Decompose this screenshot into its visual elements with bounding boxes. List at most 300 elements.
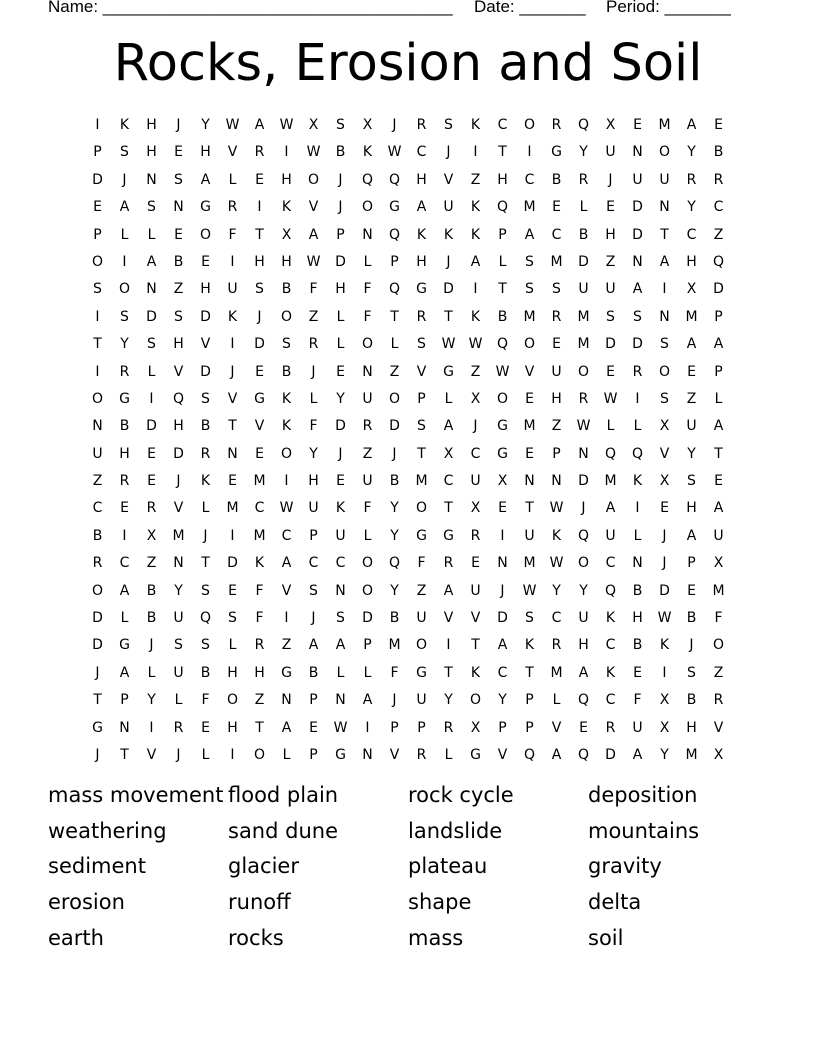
grid-letter[interactable]: V xyxy=(281,582,292,599)
grid-letter[interactable]: P xyxy=(498,226,507,243)
grid-letter[interactable]: V xyxy=(308,199,319,216)
grid-letter[interactable]: S xyxy=(606,308,615,325)
grid-letter[interactable]: J xyxy=(338,199,343,216)
grid-letter[interactable]: R xyxy=(713,692,724,709)
grid-letter[interactable]: S xyxy=(660,336,669,353)
grid-letter[interactable]: T xyxy=(525,664,534,681)
grid-letter[interactable]: G xyxy=(470,746,481,763)
grid-letter[interactable]: H xyxy=(254,253,265,270)
grid-letter[interactable]: L xyxy=(201,500,210,517)
grid-letter[interactable]: S xyxy=(525,610,534,627)
grid-letter[interactable]: M xyxy=(658,117,671,133)
grid-letter[interactable]: C xyxy=(281,527,292,544)
grid-letter[interactable]: P xyxy=(309,746,318,763)
grid-letter[interactable]: Q xyxy=(604,582,617,599)
grid-letter[interactable]: S xyxy=(147,336,156,353)
grid-letter[interactable]: N xyxy=(173,199,184,216)
grid-letter[interactable]: I xyxy=(95,117,100,133)
grid-letter[interactable]: K xyxy=(443,226,454,243)
grid-letter[interactable]: H xyxy=(308,473,319,490)
grid-letter[interactable]: N xyxy=(173,555,184,572)
grid-letter[interactable]: R xyxy=(713,171,724,188)
grid-letter[interactable]: L xyxy=(336,308,345,325)
grid-letter[interactable]: D xyxy=(335,253,346,270)
grid-letter[interactable]: F xyxy=(363,281,372,298)
grid-letter[interactable]: X xyxy=(659,692,670,709)
grid-letter[interactable]: E xyxy=(687,363,696,380)
grid-letter[interactable]: H xyxy=(416,253,427,270)
grid-letter[interactable]: X xyxy=(362,117,373,133)
grid-letter[interactable]: B xyxy=(551,171,562,188)
grid-letter[interactable]: A xyxy=(281,555,292,572)
grid-letter[interactable]: J xyxy=(257,308,262,325)
grid-letter[interactable]: I xyxy=(446,637,451,654)
grid-letter[interactable]: K xyxy=(659,637,670,654)
grid-letter[interactable]: T xyxy=(525,500,534,517)
grid-letter[interactable]: F xyxy=(363,308,372,325)
grid-letter[interactable]: S xyxy=(201,390,210,407)
grid-letter[interactable]: N xyxy=(362,226,373,243)
grid-letter[interactable]: Y xyxy=(336,390,345,407)
grid-letter[interactable]: I xyxy=(95,363,100,380)
grid-letter[interactable]: P xyxy=(714,363,723,380)
grid-letter[interactable]: N xyxy=(524,473,535,490)
grid-letter[interactable]: Q xyxy=(388,555,401,572)
grid-letter[interactable]: A xyxy=(254,117,265,133)
grid-letter[interactable]: L xyxy=(606,418,615,435)
grid-letter[interactable]: R xyxy=(254,144,265,161)
grid-letter[interactable]: K xyxy=(416,226,427,243)
grid-letter[interactable]: M xyxy=(604,473,617,490)
grid-letter[interactable]: E xyxy=(633,664,642,681)
grid-letter[interactable]: K xyxy=(605,664,616,681)
grid-letter[interactable]: U xyxy=(632,719,643,736)
grid-letter[interactable]: X xyxy=(605,117,616,133)
grid-letter[interactable]: M xyxy=(388,637,401,654)
grid-letter[interactable]: I xyxy=(95,308,100,325)
grid-letter[interactable]: A xyxy=(119,664,130,681)
grid-letter[interactable]: V xyxy=(254,418,265,435)
grid-letter[interactable]: O xyxy=(91,582,104,599)
grid-letter[interactable]: W xyxy=(549,555,564,572)
grid-letter[interactable]: J xyxy=(608,171,613,188)
grid-letter[interactable]: E xyxy=(93,199,102,216)
grid-letter[interactable]: U xyxy=(632,171,643,188)
grid-letter[interactable]: Z xyxy=(470,363,481,380)
grid-letter[interactable]: W xyxy=(522,582,537,599)
grid-letter[interactable]: X xyxy=(713,746,724,763)
grid-letter[interactable]: S xyxy=(147,199,156,216)
grid-letter[interactable]: W xyxy=(576,418,591,435)
grid-letter[interactable]: I xyxy=(635,390,640,407)
grid-letter[interactable]: E xyxy=(120,500,129,517)
grid-letter[interactable]: E xyxy=(201,253,210,270)
grid-letter[interactable]: B xyxy=(632,582,643,599)
grid-letter[interactable]: B xyxy=(308,664,319,681)
grid-letter[interactable]: P xyxy=(120,692,129,709)
grid-letter[interactable]: L xyxy=(147,664,156,681)
grid-letter[interactable]: N xyxy=(497,555,508,572)
grid-letter[interactable]: O xyxy=(253,746,266,763)
grid-letter[interactable]: B xyxy=(200,664,211,681)
grid-letter[interactable]: I xyxy=(230,336,235,353)
grid-letter[interactable]: M xyxy=(550,664,563,681)
grid-letter[interactable]: M xyxy=(685,746,698,763)
grid-letter[interactable]: U xyxy=(173,664,184,681)
grid-letter[interactable]: H xyxy=(686,253,697,270)
grid-letter[interactable]: R xyxy=(632,363,643,380)
grid-letter[interactable]: F xyxy=(390,664,399,681)
grid-letter[interactable]: Z xyxy=(605,253,616,270)
grid-letter[interactable]: J xyxy=(122,171,127,188)
grid-letter[interactable]: V xyxy=(146,746,157,763)
grid-letter[interactable]: I xyxy=(635,500,640,517)
grid-letter[interactable]: H xyxy=(173,418,184,435)
grid-letter[interactable]: K xyxy=(470,117,481,133)
grid-letter[interactable]: J xyxy=(176,117,181,133)
grid-letter[interactable]: Q xyxy=(604,445,617,462)
grid-letter[interactable]: A xyxy=(362,692,373,709)
grid-letter[interactable]: A xyxy=(119,199,130,216)
grid-letter[interactable]: D xyxy=(200,363,211,380)
grid-letter[interactable]: J xyxy=(311,610,316,627)
grid-letter[interactable]: W xyxy=(495,363,510,380)
grid-letter[interactable]: P xyxy=(309,527,318,544)
grid-letter[interactable]: W xyxy=(441,336,456,353)
grid-letter[interactable]: T xyxy=(255,719,264,736)
grid-letter[interactable]: R xyxy=(443,555,454,572)
grid-letter[interactable]: Y xyxy=(498,692,507,709)
grid-letter[interactable]: H xyxy=(686,719,697,736)
grid-letter[interactable]: U xyxy=(308,500,319,517)
grid-letter[interactable]: L xyxy=(633,527,642,544)
grid-letter[interactable]: X xyxy=(308,117,319,133)
grid-letter[interactable]: E xyxy=(228,582,237,599)
grid-letter[interactable]: M xyxy=(172,527,185,544)
grid-letter[interactable]: C xyxy=(713,199,724,216)
grid-letter[interactable]: B xyxy=(497,308,508,325)
grid-letter[interactable]: F xyxy=(228,226,237,243)
grid-letter[interactable]: E xyxy=(336,363,345,380)
grid-letter[interactable]: H xyxy=(578,637,589,654)
grid-letter[interactable]: L xyxy=(336,336,345,353)
grid-letter[interactable]: D xyxy=(497,610,508,627)
grid-letter[interactable]: V xyxy=(416,363,427,380)
grid-letter[interactable]: A xyxy=(497,637,508,654)
grid-letter[interactable]: H xyxy=(227,664,238,681)
grid-letter[interactable]: M xyxy=(226,500,239,517)
grid-letter[interactable]: R xyxy=(416,117,427,133)
grid-letter[interactable]: R xyxy=(92,555,103,572)
grid-letter[interactable]: V xyxy=(389,746,400,763)
grid-letter[interactable]: Y xyxy=(390,527,399,544)
grid-letter[interactable]: X xyxy=(659,719,670,736)
grid-letter[interactable]: Q xyxy=(577,746,590,763)
grid-letter[interactable]: N xyxy=(92,418,103,435)
grid-letter[interactable]: A xyxy=(713,418,724,435)
grid-letter[interactable]: E xyxy=(633,117,642,133)
grid-letter[interactable]: K xyxy=(281,418,292,435)
grid-letter[interactable]: U xyxy=(470,473,481,490)
grid-letter[interactable]: D xyxy=(92,171,103,188)
grid-letter[interactable]: I xyxy=(230,527,235,544)
grid-letter[interactable]: J xyxy=(392,117,397,133)
grid-letter[interactable]: J xyxy=(149,637,154,654)
grid-letter[interactable]: J xyxy=(662,527,667,544)
grid-letter[interactable]: E xyxy=(606,199,615,216)
grid-letter[interactable]: K xyxy=(254,555,265,572)
grid-letter[interactable]: Q xyxy=(523,746,536,763)
name-field[interactable]: Name: _____________________________________ xyxy=(48,0,453,16)
grid-letter[interactable]: S xyxy=(201,582,210,599)
grid-letter[interactable]: S xyxy=(120,308,129,325)
grid-letter[interactable]: U xyxy=(173,610,184,627)
grid-letter[interactable]: W xyxy=(387,144,402,161)
grid-letter[interactable]: N xyxy=(362,363,373,380)
grid-letter[interactable]: W xyxy=(279,500,294,517)
grid-letter[interactable]: P xyxy=(336,226,345,243)
grid-letter[interactable]: U xyxy=(551,363,562,380)
grid-letter[interactable]: R xyxy=(605,719,616,736)
grid-letter[interactable]: D xyxy=(335,418,346,435)
grid-letter[interactable]: L xyxy=(228,637,237,654)
grid-letter[interactable]: E xyxy=(255,363,264,380)
grid-letter[interactable]: P xyxy=(525,719,534,736)
grid-letter[interactable]: A xyxy=(470,253,481,270)
grid-letter[interactable]: S xyxy=(228,610,237,627)
grid-letter[interactable]: V xyxy=(443,171,454,188)
grid-letter[interactable]: N xyxy=(659,199,670,216)
grid-letter[interactable]: V xyxy=(443,610,454,627)
grid-letter[interactable]: E xyxy=(309,719,318,736)
grid-letter[interactable]: D xyxy=(92,637,103,654)
grid-letter[interactable]: T xyxy=(201,555,210,572)
grid-letter[interactable]: O xyxy=(280,308,293,325)
grid-letter[interactable]: T xyxy=(93,692,102,709)
grid-letter[interactable]: E xyxy=(606,363,615,380)
grid-letter[interactable]: K xyxy=(470,664,481,681)
grid-letter[interactable]: R xyxy=(200,445,211,462)
grid-letter[interactable]: Q xyxy=(577,527,590,544)
grid-letter[interactable]: R xyxy=(119,473,130,490)
grid-letter[interactable]: S xyxy=(174,171,183,188)
grid-letter[interactable]: T xyxy=(93,336,102,353)
grid-letter[interactable]: N xyxy=(632,555,643,572)
grid-letter[interactable]: Y xyxy=(579,582,588,599)
grid-letter[interactable]: A xyxy=(659,253,670,270)
grid-letter[interactable]: N xyxy=(146,281,157,298)
grid-letter[interactable]: B xyxy=(200,418,211,435)
grid-letter[interactable]: D xyxy=(92,610,103,627)
grid-letter[interactable]: E xyxy=(579,719,588,736)
grid-letter[interactable]: N xyxy=(578,445,589,462)
grid-letter[interactable]: E xyxy=(336,473,345,490)
grid-letter[interactable]: D xyxy=(227,555,238,572)
grid-letter[interactable]: K xyxy=(551,527,562,544)
grid-letter[interactable]: D xyxy=(200,308,211,325)
grid-letter[interactable]: Z xyxy=(254,692,265,709)
grid-letter[interactable]: G xyxy=(254,390,265,407)
grid-letter[interactable]: H xyxy=(281,171,292,188)
grid-letter[interactable]: L xyxy=(579,199,588,216)
grid-letter[interactable]: J xyxy=(176,746,181,763)
grid-letter[interactable]: S xyxy=(174,308,183,325)
grid-letter[interactable]: K xyxy=(200,473,211,490)
grid-letter[interactable]: J xyxy=(392,692,397,709)
grid-letter[interactable]: J xyxy=(500,582,505,599)
grid-letter[interactable]: W xyxy=(603,390,618,407)
grid-letter[interactable]: G xyxy=(119,637,130,654)
grid-letter[interactable]: W xyxy=(468,336,483,353)
grid-letter[interactable]: M xyxy=(577,308,590,325)
grid-letter[interactable]: N xyxy=(632,253,643,270)
grid-letter[interactable]: I xyxy=(662,281,667,298)
grid-letter[interactable]: B xyxy=(92,527,103,544)
grid-letter[interactable]: R xyxy=(227,199,238,216)
grid-letter[interactable]: T xyxy=(390,308,399,325)
grid-letter[interactable]: E xyxy=(147,473,156,490)
grid-letter[interactable]: T xyxy=(660,226,669,243)
grid-letter[interactable]: C xyxy=(254,500,265,517)
grid-letter[interactable]: E xyxy=(714,473,723,490)
grid-letter[interactable]: S xyxy=(633,308,642,325)
grid-letter[interactable]: V xyxy=(173,363,184,380)
grid-letter[interactable]: Z xyxy=(686,390,697,407)
grid-letter[interactable]: I xyxy=(284,610,289,627)
grid-letter[interactable]: Y xyxy=(687,445,696,462)
grid-letter[interactable]: R xyxy=(551,637,562,654)
grid-letter[interactable]: K xyxy=(281,199,292,216)
grid-letter[interactable]: R xyxy=(551,117,562,133)
grid-letter[interactable]: H xyxy=(200,144,211,161)
grid-letter[interactable]: B xyxy=(713,144,724,161)
grid-letter[interactable]: F xyxy=(255,582,264,599)
grid-letter[interactable]: O xyxy=(577,555,590,572)
grid-letter[interactable]: L xyxy=(444,746,453,763)
grid-letter[interactable]: L xyxy=(552,692,561,709)
grid-letter[interactable]: Q xyxy=(388,281,401,298)
grid-letter[interactable]: E xyxy=(660,500,669,517)
grid-letter[interactable]: J xyxy=(230,363,235,380)
grid-letter[interactable]: A xyxy=(632,281,643,298)
grid-letter[interactable]: D xyxy=(173,445,184,462)
grid-letter[interactable]: P xyxy=(93,144,102,161)
grid-letter[interactable]: V xyxy=(551,719,562,736)
grid-letter[interactable]: L xyxy=(390,336,399,353)
grid-letter[interactable]: S xyxy=(336,117,345,133)
grid-letter[interactable]: C xyxy=(119,555,130,572)
grid-letter[interactable]: S xyxy=(525,253,534,270)
grid-letter[interactable]: C xyxy=(443,473,454,490)
grid-letter[interactable]: W xyxy=(279,117,294,133)
grid-letter[interactable]: V xyxy=(497,746,508,763)
grid-letter[interactable]: K xyxy=(470,199,481,216)
grid-letter[interactable]: A xyxy=(200,171,211,188)
grid-letter[interactable]: M xyxy=(523,555,536,572)
grid-letter[interactable]: B xyxy=(146,582,157,599)
grid-letter[interactable]: E xyxy=(228,473,237,490)
grid-letter[interactable]: M xyxy=(253,527,266,544)
grid-letter[interactable]: M xyxy=(523,199,536,216)
grid-letter[interactable]: T xyxy=(120,746,129,763)
grid-letter[interactable]: B xyxy=(281,281,292,298)
grid-letter[interactable]: N xyxy=(632,144,643,161)
grid-letter[interactable]: B xyxy=(173,253,184,270)
grid-letter[interactable]: J xyxy=(203,527,208,544)
grid-letter[interactable]: T xyxy=(444,308,453,325)
grid-letter[interactable]: A xyxy=(524,226,535,243)
grid-letter[interactable]: Y xyxy=(552,582,561,599)
grid-letter[interactable]: K xyxy=(632,473,643,490)
grid-letter[interactable]: R xyxy=(119,363,130,380)
grid-letter[interactable]: C xyxy=(308,555,319,572)
grid-letter[interactable]: G xyxy=(389,199,400,216)
grid-letter[interactable]: G xyxy=(416,527,427,544)
grid-letter[interactable]: L xyxy=(336,664,345,681)
grid-letter[interactable]: E xyxy=(201,719,210,736)
grid-letter[interactable]: N xyxy=(227,445,238,462)
grid-letter[interactable]: M xyxy=(712,582,725,599)
grid-letter[interactable]: Y xyxy=(687,199,696,216)
grid-letter[interactable]: X xyxy=(470,500,481,517)
grid-letter[interactable]: P xyxy=(390,719,399,736)
grid-letter[interactable]: P xyxy=(390,253,399,270)
grid-letter[interactable]: E xyxy=(714,117,723,133)
grid-letter[interactable]: T xyxy=(714,445,723,462)
grid-letter[interactable]: H xyxy=(416,171,427,188)
grid-letter[interactable]: S xyxy=(660,390,669,407)
grid-letter[interactable]: D xyxy=(389,418,400,435)
grid-letter[interactable]: Q xyxy=(712,253,725,270)
grid-letter[interactable]: J xyxy=(338,171,343,188)
grid-letter[interactable]: A xyxy=(578,664,589,681)
grid-letter[interactable]: B xyxy=(686,692,697,709)
grid-letter[interactable]: A xyxy=(335,637,346,654)
grid-letter[interactable]: O xyxy=(280,445,293,462)
grid-letter[interactable]: J xyxy=(311,363,316,380)
grid-letter[interactable]: L xyxy=(120,610,129,627)
grid-letter[interactable]: O xyxy=(91,390,104,407)
grid-letter[interactable]: Y xyxy=(687,144,696,161)
grid-letter[interactable]: Q xyxy=(496,336,509,353)
grid-letter[interactable]: U xyxy=(416,692,427,709)
grid-letter[interactable]: N xyxy=(659,308,670,325)
grid-letter[interactable]: F xyxy=(309,418,318,435)
grid-letter[interactable]: R xyxy=(443,719,454,736)
grid-letter[interactable]: E xyxy=(255,171,264,188)
grid-letter[interactable]: U xyxy=(605,144,616,161)
grid-letter[interactable]: Q xyxy=(199,610,212,627)
grid-letter[interactable]: U xyxy=(362,390,373,407)
grid-letter[interactable]: U xyxy=(605,527,616,544)
grid-letter[interactable]: T xyxy=(417,445,426,462)
grid-letter[interactable]: U xyxy=(686,418,697,435)
grid-letter[interactable]: A xyxy=(605,500,616,517)
grid-letter[interactable]: F xyxy=(633,692,642,709)
grid-letter[interactable]: J xyxy=(446,253,451,270)
grid-letter[interactable]: G xyxy=(443,527,454,544)
grid-letter[interactable]: S xyxy=(174,637,183,654)
grid-letter[interactable]: C xyxy=(605,555,616,572)
grid-letter[interactable]: Y xyxy=(390,500,399,517)
grid-letter[interactable]: L xyxy=(147,226,156,243)
grid-letter[interactable]: P xyxy=(687,555,696,572)
grid-letter[interactable]: K xyxy=(470,308,481,325)
grid-letter[interactable]: P xyxy=(417,390,426,407)
grid-letter[interactable]: W xyxy=(657,610,672,627)
grid-letter[interactable]: R xyxy=(578,171,589,188)
grid-letter[interactable]: D xyxy=(605,746,616,763)
